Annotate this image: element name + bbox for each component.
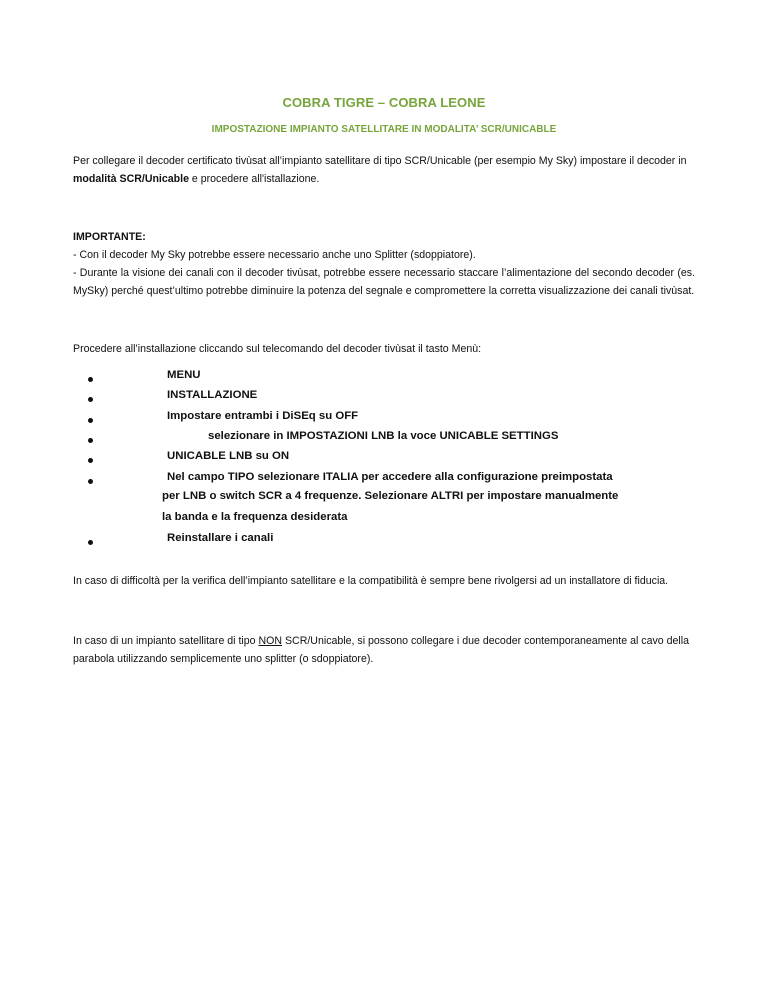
bullet-icon: [88, 540, 93, 545]
intro-text-1: Per collegare il decoder certificato tivùsat all’impianto satellitare di tipo SCR/Unicable (per esempio My Sky) impostare il decoder in: [73, 155, 687, 167]
step-text: selezionare in IMPOSTAZIONI LNB la voce UNICABLE SETTINGS: [208, 430, 559, 442]
step-text: Reinstallare i canali: [167, 532, 274, 544]
step-text: Nel campo TIPO selezionare ITALIA per accedere alla configurazione preimpostata: [167, 471, 613, 483]
non-scr-text-1: In caso di un impianto satellitare di tipo: [73, 635, 259, 647]
step-text: INSTALLAZIONE: [167, 389, 258, 401]
step-continuation-text: per LNB o switch SCR a 4 frequenze. Selezionare ALTRI per impostare manualmente: [162, 490, 619, 502]
intro-bold-mode: modalità SCR/Unicable: [73, 173, 189, 185]
non-scr-underlined: NON: [258, 635, 283, 647]
procedure-intro: Procedere all’installazione cliccando sul telecomando del decoder tivùsat il tasto Menù:: [73, 343, 482, 355]
important-line-1: - Con il decoder My Sky potrebbe essere necessario anche uno Splitter (sdoppiatore).: [73, 249, 476, 261]
bullet-icon: [88, 479, 93, 484]
non-scr-note: [73, 632, 695, 668]
document-title: COBRA TIGRE – COBRA LEONE: [282, 95, 486, 110]
intro-paragraph: [73, 152, 695, 188]
intro-text-2: e procedere all'istallazione.: [188, 173, 320, 185]
difficulty-note: In caso di difficoltà per la verifica dell’impianto satellitare e la compatibilità è sempre bene rivolgersi ad un installatore di fiducia.: [73, 575, 669, 587]
important-heading: IMPORTANTE:: [73, 231, 146, 243]
step-text: UNICABLE LNB su ON: [167, 450, 290, 462]
step-continuation-text: la banda e la frequenza desiderata: [162, 511, 348, 523]
bullet-icon: [88, 377, 93, 382]
bullet-icon: [88, 458, 93, 463]
bullet-icon: [88, 418, 93, 423]
bullet-icon: [88, 397, 93, 402]
non-scr-text-2: SCR/Unicable, si possono collegare i due decoder contemporaneamente al cavo della parabola utilizzando semplicemente uno splitter (o sdoppiatore).: [73, 635, 689, 665]
step-text: MENU: [167, 369, 201, 381]
important-line-2: - Durante la visione dei canali con il decoder tivùsat, potrebbe essere necessario staccare l’alimentazione del secondo decoder (es. MySky) perché quest’ultimo potrebbe diminuire la potenza del segnale e compromettere la corretta visualizzazione dei canali tivùsat.: [73, 267, 695, 297]
step-text: Impostare entrambi i DiSEq su OFF: [167, 410, 359, 422]
bullet-icon: [88, 438, 93, 443]
important-section: [73, 228, 695, 300]
document-subtitle: IMPOSTAZIONE IMPIANTO SATELLITARE IN MODALITA’ SCR/UNICABLE: [211, 124, 557, 135]
